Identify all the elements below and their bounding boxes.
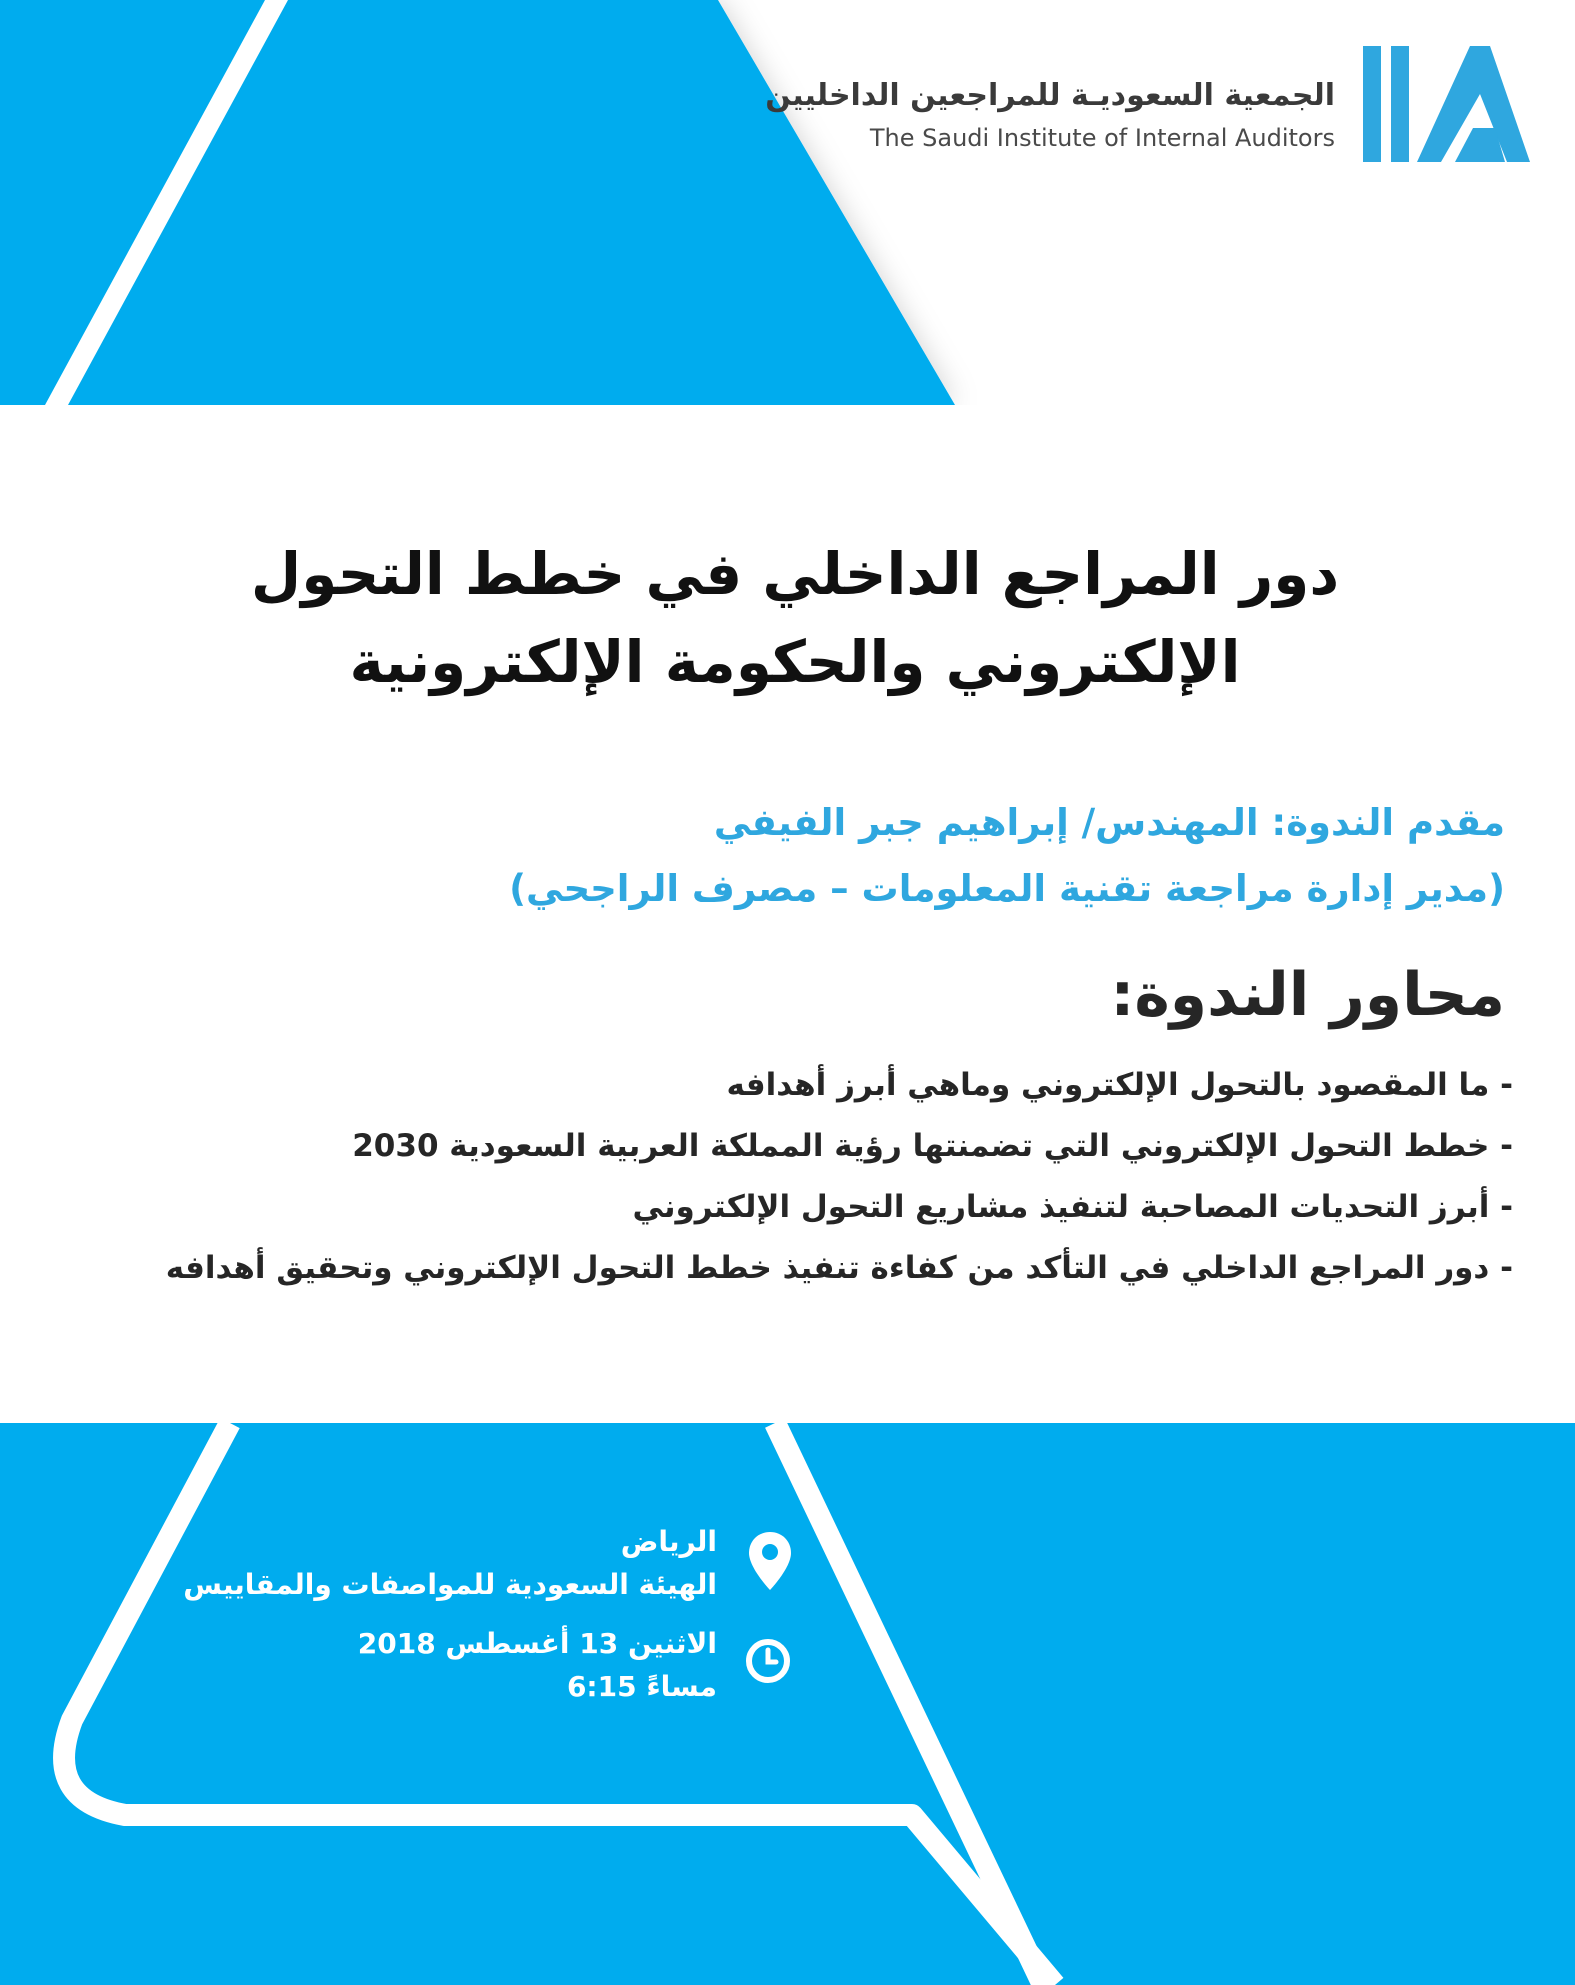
clock-icon: [745, 1638, 791, 1684]
topics-heading: محاور الندوة:: [1110, 960, 1505, 1030]
top-blue-triangle: [0, 0, 955, 405]
title-line-1: دور المراجع الداخلي في خطط التحول: [250, 540, 1340, 608]
topics-list: [53, 1055, 1513, 1299]
list-item: - ما المقصود بالتحول الإلكتروني وماهي أبرز أهدافه: [726, 1067, 1513, 1103]
event-hour: مساءً 6:15: [566, 1670, 717, 1703]
event-date: الاثنين 13 أغسطس 2018: [357, 1627, 717, 1660]
bottom-blue-band: [0, 1423, 1575, 1985]
presenter-info: [305, 790, 1505, 922]
org-logo: [765, 44, 1540, 174]
event-time-info: [358, 1622, 717, 1708]
org-name-arabic: الجمعية السعوديـة للمراجعين الداخليين: [765, 78, 1335, 113]
venue-place: الهيئة السعودية للمواصفات والمقاييس: [183, 1568, 717, 1601]
list-item: - أبرز التحديات المصاحبة لتنفيذ مشاريع التحول الإلكتروني: [632, 1189, 1513, 1225]
venue-city: الرياض: [620, 1525, 717, 1558]
presenter-name: مقدم الندوة: المهندس/ إبراهيم جبر الفيفي: [713, 801, 1505, 844]
list-item: - خطط التحول الإلكتروني التي تضمنتها رؤية المملكة العربية السعودية 2030: [352, 1128, 1513, 1164]
venue-info: [183, 1520, 717, 1606]
org-name-english: The Saudi Institute of Internal Auditors: [869, 124, 1335, 152]
list-item: - دور المراجع الداخلي في التأكد من كفاءة تنفيذ خطط التحول الإلكتروني وتحقيق أهدافه: [165, 1250, 1513, 1286]
event-title: [160, 530, 1430, 706]
title-line-2: الإلكتروني والحكومة الإلكترونية: [349, 628, 1241, 696]
location-pin-icon: [749, 1532, 791, 1590]
iia-logo-icon: [1355, 44, 1530, 164]
presenter-position: (مدير إدارة مراجعة تقنية المعلومات – مصرف الراجحي): [509, 867, 1505, 910]
